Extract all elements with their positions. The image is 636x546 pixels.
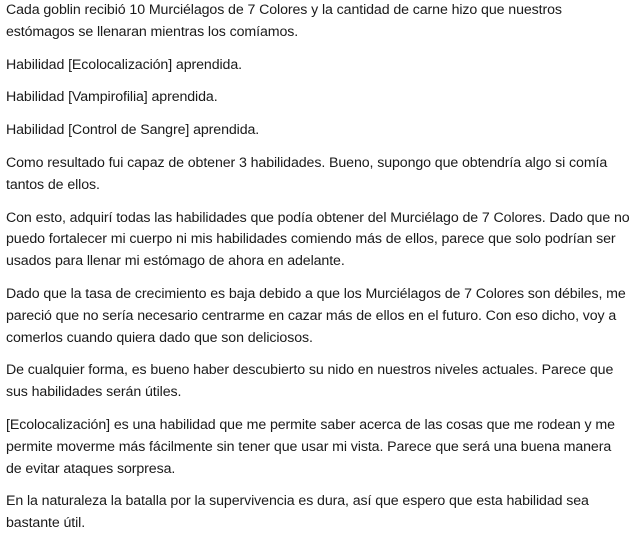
paragraph: Habilidad [Ecolocalización] aprendida. (6, 56, 242, 73)
paragraph: Dado que la tasa de crecimiento es baja debido a que los Murciélagos de 7 Colores son débiles, me pareció que no sería necesario centrarme en cazar más de ellos en el futuro. Con eso dicho, voy a comerlos cuando quiera dado que son deliciosos. (6, 285, 626, 346)
paragraph: Habilidad [Control de Sangre] aprendida. (6, 122, 260, 139)
paragraph: Con esto, adquirí todas las habilidades que podía obtener del Murciélago de 7 Colores. Dado que no puedo fortalecer mi cuerpo ni mis habilidades comiendo más de ellos, parece que solo podrían ser usados para llenar mi estómago de ahora en adelante. (6, 209, 630, 270)
paragraph: [Ecolocalización] es una habilidad que me permite saber acerca de las cosas que me rodean y me permite moverme más fácilmente sin tener que usar mi vista. Parece que será una buena manera de evitar ataques sorpresa. (6, 416, 615, 477)
paragraph: De cualquier forma, es bueno haber descubierto su nido en nuestros niveles actuales. Parece que sus habilidades serán útiles. (6, 362, 614, 401)
paragraph: En la naturaleza la batalla por la supervivencia es dura, así que espero que esta habilidad sea bastante útil. (6, 493, 589, 532)
paragraph: Habilidad [Vampirofilia] aprendida. (6, 89, 218, 106)
paragraph: Cada goblin recibió 10 Murciélagos de 7 Colores y la cantidad de carne hizo que nuestros estómagos se llenaran mientras los comíamos. (6, 2, 562, 40)
paragraph: Como resultado fui capaz de obtener 3 habilidades. Bueno, supongo que obtendría algo si comía tantos de ellos. (6, 154, 608, 193)
